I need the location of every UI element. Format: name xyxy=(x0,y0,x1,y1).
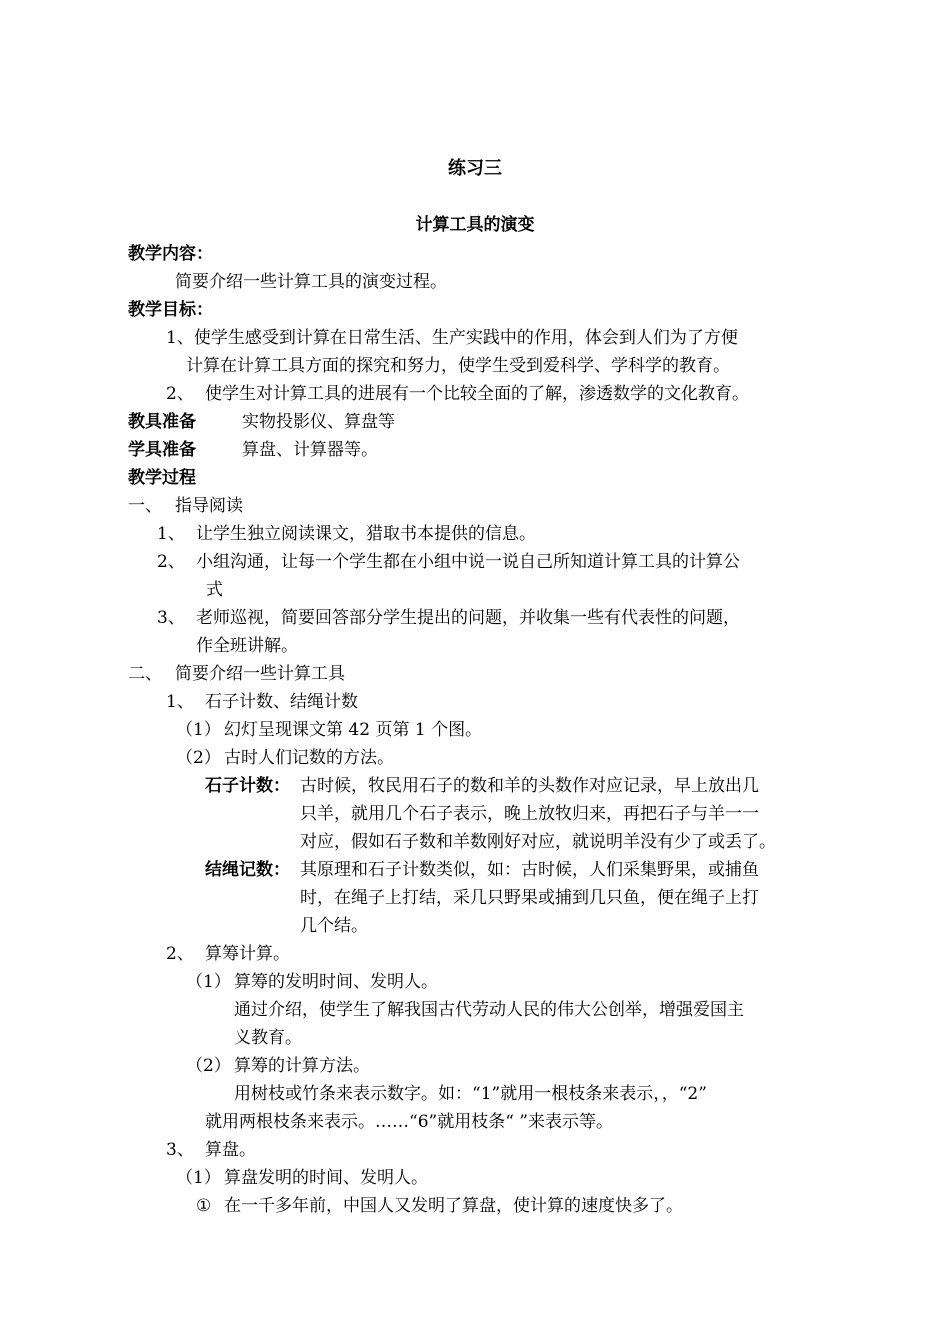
part-2-sub-1-line-2: 义教育。 xyxy=(234,1028,302,1048)
part-1-title: 石子计数、结绳计数 xyxy=(205,692,358,712)
section-1-item-3-number: 3、 xyxy=(157,608,185,628)
part-2-sub-1-line-1: 通过介绍，使学生了解我国古代劳动人民的伟大公创举，增强爱国主 xyxy=(234,1000,744,1020)
stone-counting-line-1: 古时候，牧民用石子的数和羊的头数作对应记录，早上放出几 xyxy=(300,776,759,796)
stone-counting-label: 石子计数： xyxy=(205,776,290,796)
page-title: 练习三 xyxy=(448,158,502,179)
section-1-item-2-line-1: 小组沟通，让每一个学生都在小组中说一说自己所知道计算工具的计算公 xyxy=(196,552,740,572)
part-3-circled-1-text: 在一千多年前，中国人又发明了算盘，使计算的速度快多了。 xyxy=(224,1196,683,1216)
part-3-number: 3、 xyxy=(166,1140,194,1160)
teacher-tools-text: 实物投影仪、算盘等 xyxy=(242,412,395,432)
part-2-sub-1-number: （1） xyxy=(186,972,231,992)
part-3-sub-1-number: （1） xyxy=(176,1168,221,1188)
teacher-tools-label: 教具准备 xyxy=(128,412,196,432)
stone-counting-line-3: 对应，假如石子数和羊数刚好对应，就说明羊没有少了或丢了。 xyxy=(300,832,776,852)
part-1-sub-1-number: （1） xyxy=(176,720,221,740)
section-1-item-1-text: 让学生独立阅读课文，猎取书本提供的信息。 xyxy=(196,524,536,544)
section-2-number: 二、 xyxy=(128,664,162,684)
part-1-sub-2-text: 古时人们记数的方法。 xyxy=(224,748,394,768)
goal-1-line-1: 1、使学生感受到计算在日常生活、生产实践中的作用，体会到人们为了方便 xyxy=(166,328,738,348)
content-text: 简要介绍一些计算工具的演变过程。 xyxy=(175,272,447,292)
part-2-title: 算筹计算。 xyxy=(205,944,290,964)
knot-counting-label: 结绳记数： xyxy=(205,860,290,880)
goals-heading: 教学目标： xyxy=(128,300,213,320)
section-1-number: 一、 xyxy=(128,496,162,516)
section-1-item-2-number: 2、 xyxy=(157,552,185,572)
goal-1-line-2: 计算在计算工具方面的探究和努力，使学生受到爱科学、学科学的教育。 xyxy=(186,356,730,376)
goal-2-text: 使学生对计算工具的进展有一个比较全面的了解，渗透数学的文化教育。 xyxy=(205,384,749,404)
student-tools-text: 算盘、计算器等。 xyxy=(242,440,378,460)
part-3-title: 算盘。 xyxy=(205,1140,256,1160)
section-1-item-2-line-2: 式 xyxy=(206,580,223,600)
knot-counting-line-1: 其原理和石子计数类似，如：古时候，人们采集野果，或捕鱼 xyxy=(300,860,759,880)
part-2-sub-1-text: 算筹的发明时间、发明人。 xyxy=(234,972,438,992)
page-subtitle: 计算工具的演变 xyxy=(415,215,535,235)
part-3-circled-1-number: ① xyxy=(196,1196,212,1216)
part-2-sub-2-line-2: 就用两根枝条来表示。……“6”就用枝条“ ”来表示等。 xyxy=(205,1112,613,1132)
goal-2-number: 2、 xyxy=(166,384,194,404)
knot-counting-line-3: 几个结。 xyxy=(300,916,368,936)
section-1-title: 指导阅读 xyxy=(175,496,243,516)
part-2-sub-2-line-1: 用树枝或竹条来表示数字。如：“1”就用一根枝条来表示，，“2” xyxy=(234,1084,707,1104)
part-2-sub-2-number: （2） xyxy=(186,1056,231,1076)
part-1-sub-1-text: 幻灯呈现课文第 42 页第 1 个图。 xyxy=(224,720,483,740)
part-2-sub-2-text: 算筹的计算方法。 xyxy=(234,1056,370,1076)
process-heading: 教学过程 xyxy=(128,468,196,488)
knot-counting-line-2: 时，在绳子上打结，采几只野果或捕到几只鱼，便在绳子上打 xyxy=(300,888,759,908)
student-tools-label: 学具准备 xyxy=(128,440,196,460)
content-heading: 教学内容： xyxy=(128,244,213,264)
section-1-item-3-line-1: 老师巡视，简要回答部分学生提出的问题，并收集一些有代表性的问题， xyxy=(196,608,740,628)
part-1-number: 1、 xyxy=(166,692,194,712)
section-1-item-3-line-2: 作全班讲解。 xyxy=(196,636,298,656)
stone-counting-line-2: 只羊，就用几个石子表示，晚上放牧归来，再把石子与羊一一 xyxy=(300,804,759,824)
part-3-sub-1-text: 算盘发明的时间、发明人。 xyxy=(224,1168,428,1188)
section-1-item-1-number: 1、 xyxy=(157,524,185,544)
section-2-title: 简要介绍一些计算工具 xyxy=(175,664,345,684)
part-1-sub-2-number: （2） xyxy=(176,748,221,768)
part-2-number: 2、 xyxy=(166,944,194,964)
